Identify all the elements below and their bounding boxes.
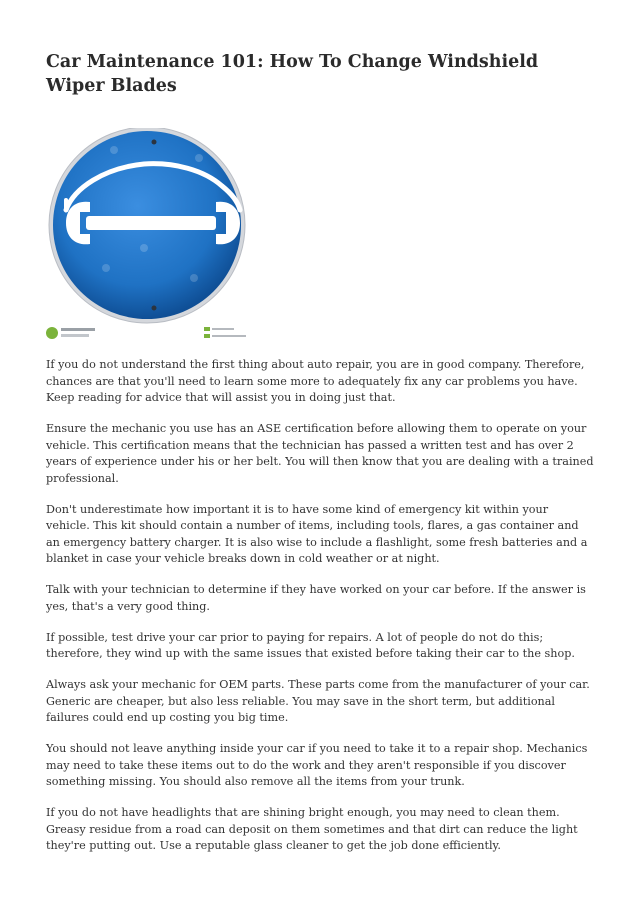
page-title: Car Maintenance 101: How To Change Windshield Wiper Blades: [46, 52, 539, 96]
article-body: [46, 357, 594, 869]
image-credit-strip: [44, 325, 250, 341]
paragraph: Talk with your technician to determine if they have worked on your car before. If the answer is yes, that's a very good thing.: [46, 583, 586, 613]
paragraph: If possible, test drive your car prior to paying for repairs. A lot of people do not do this; therefore, they wind up with the same issues that existed before taking their car to the shop.: [46, 630, 575, 660]
paragraph: If you do not understand the first thing about auto repair, you are in good company. Therefore, chances are that you'll need to learn some more to adequately fix any car problems you have. Keep reading for advice that will assist you in doing just that.: [46, 358, 585, 404]
paragraph: Ensure the mechanic you use has an ASE certification before allowing them to operate on your vehicle. This certification means that the technician has passed a written test and has over 2 years of experience under his or her belt. You will then know that you are dealing with a trained professional.: [46, 422, 594, 485]
car-wrench-icon: [44, 128, 250, 340]
paragraph: If you do not have headlights that are shining bright enough, you may need to clean them. Greasy residue from a road can deposit on them sometimes and that dirt can reduce the light they're putting out. Use a reputable glass cleaner to get the job done efficiently.: [46, 806, 578, 852]
article-image: [44, 128, 250, 340]
paragraph: Always ask your mechanic for OEM parts. These parts come from the manufacturer of your car. Generic are cheaper, but also less reliable. You may save in the short term, but additional failures could end up costing you big time.: [46, 678, 590, 724]
paragraph: Don't underestimate how important it is to have some kind of emergency kit within your vehicle. This kit should contain a number of items, including tools, flares, a gas container and an emergency battery charger. It is also wise to include a flashlight, some fresh batteries and a blanket in case your vehicle breaks down in cold weather or at night.: [46, 502, 588, 565]
paragraph: You should not leave anything inside your car if you need to take it to a repair shop. Mechanics may need to take these items out to do the work and they aren't responsible if you discover something missing. You should also remove all the items from your trunk.: [46, 742, 588, 788]
stock-credit-logo: [44, 325, 250, 341]
